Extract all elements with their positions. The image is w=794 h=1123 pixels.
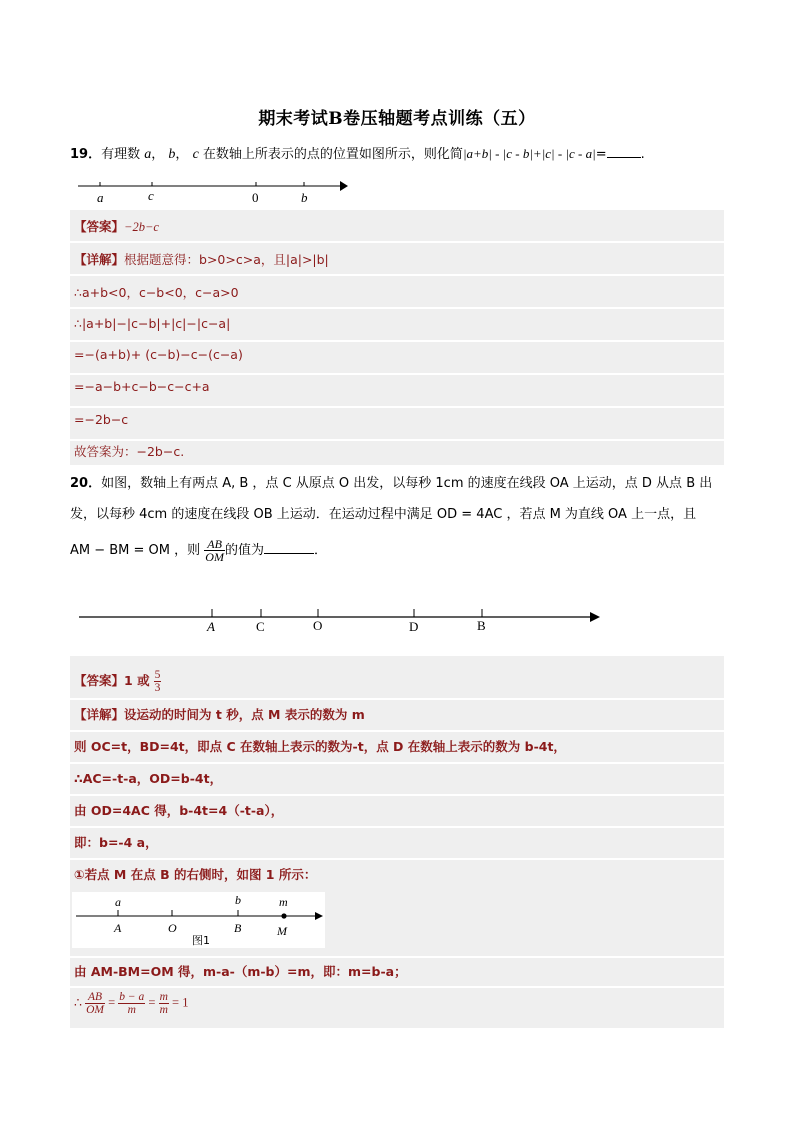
solution-step: ∴a+b<0，c−b<0，c−a>0 xyxy=(74,285,239,300)
solution-step: =−2b−c xyxy=(74,412,129,427)
label-b: b xyxy=(301,190,308,205)
question-number: 19． xyxy=(70,147,102,162)
label-O: O xyxy=(313,618,323,633)
answer-value: −2b−c xyxy=(124,220,159,234)
fraction-ab-om xyxy=(204,538,225,563)
separator: ， xyxy=(151,147,165,162)
answer-fraction xyxy=(154,669,162,694)
solution-step: ∴|a+b|−|c−b|+|c|−|c−a| xyxy=(74,316,231,331)
label-D: D xyxy=(409,619,419,634)
label-B: B xyxy=(477,618,486,633)
page-title: 期末考试B卷压轴题考点训练（五） xyxy=(258,109,536,129)
label-b: b xyxy=(235,893,241,907)
answer-tag: 【答案】 xyxy=(74,219,125,234)
fraction-numerator: b − a xyxy=(119,991,145,1003)
solution-step: 由 OD=4AC 得，b-4t=4（-t-a）， xyxy=(74,803,284,818)
axis-arrow xyxy=(340,181,348,191)
detail-tag: 【详解】 xyxy=(74,707,125,722)
figure-1-number-line xyxy=(72,892,325,948)
number-line-20 xyxy=(74,600,606,636)
axis-arrow xyxy=(590,612,600,622)
answer-blank xyxy=(607,145,641,158)
question-text: AM − BM = OM ，则 xyxy=(70,543,201,558)
label-m: m xyxy=(279,895,288,909)
solution-band xyxy=(70,828,724,858)
label-A: A xyxy=(114,921,122,935)
solution-conclusion: 故答案为：−2b−c. xyxy=(74,444,185,459)
detail-text: 根据题意得：b>0>c>a，且|a|>|b| xyxy=(124,252,329,267)
answer-line xyxy=(74,218,159,236)
label-0: 0 xyxy=(252,190,259,205)
label-B: B xyxy=(234,921,242,935)
fraction-numerator: AB xyxy=(85,991,105,1004)
fraction-1 xyxy=(85,991,105,1016)
fraction-denominator: m xyxy=(127,1004,136,1016)
question-text: 的值为 xyxy=(224,543,264,558)
solution-step: 即：b=-4 a， xyxy=(74,835,158,850)
number-line-19 xyxy=(70,174,360,208)
answer-line xyxy=(74,669,161,694)
label-O: O xyxy=(168,921,177,935)
question-20-line-1 xyxy=(70,474,712,494)
label-a: a xyxy=(97,190,104,205)
period: . xyxy=(640,147,645,162)
therefore-symbol: ∴ xyxy=(74,995,82,1010)
expression: |a+b| - |c - b|+|c| - |c - a| xyxy=(462,146,596,161)
label-a: a xyxy=(115,895,121,909)
case-heading: ①若点 M 在点 B 的右侧时，如图 1 所示： xyxy=(74,867,317,882)
solution-step: 由 AM-BM=OM 得，m-a-（m-b）=m，即：m=b-a； xyxy=(74,964,407,979)
label-c: c xyxy=(148,188,154,203)
solution-band xyxy=(70,656,724,698)
period: ． xyxy=(313,543,327,558)
answer-blank xyxy=(264,541,314,554)
label-A: A xyxy=(207,619,215,634)
question-text: 有理数 xyxy=(101,147,141,162)
answer-tag: 【答案】 xyxy=(74,673,125,688)
label-M: M xyxy=(277,924,287,938)
detail-line xyxy=(74,251,329,269)
equals-sign: = xyxy=(595,147,607,162)
fraction-denominator: 3 xyxy=(154,682,161,694)
fraction-3 xyxy=(159,991,169,1016)
figure-caption: 图1 xyxy=(192,934,210,947)
detail-line xyxy=(74,706,365,724)
question-20-line-3 xyxy=(70,538,327,563)
separator: ， xyxy=(175,147,189,162)
fraction-numerator: 5 xyxy=(154,669,161,681)
fraction-denominator: m xyxy=(159,1004,168,1016)
fraction-2 xyxy=(118,991,145,1016)
solution-band xyxy=(70,210,724,241)
solution-step: 则 OC=t，BD=4t，即点 C 在数轴上表示的数为-t，点 D 在数轴上表示的数为 b-4t， xyxy=(74,739,566,754)
point-M xyxy=(281,913,286,918)
fraction-denominator: OM xyxy=(86,1004,104,1016)
solution-step: ∴AC=-t-a，OD=b-4t， xyxy=(74,771,223,786)
detail-tag: 【详解】 xyxy=(74,252,125,267)
question-text: 在数轴上所表示的点的位置如图所示，则化简 xyxy=(202,147,463,162)
fraction-equation: ∴ $\frac{AB}{OM}$ = $\frac{b - a}{m}$ = $\frac{m}{m}$ = 1 xyxy=(74,991,189,1016)
label-C: C xyxy=(256,619,265,634)
fraction-denominator: OM xyxy=(205,550,224,564)
axis-arrow xyxy=(315,912,323,920)
detail-text: 设运动的时间为 t 秒，点 M 表示的数为 m xyxy=(124,707,365,722)
fraction-numerator: AB xyxy=(204,538,225,551)
question-text: 如图，数轴上有两点 A, B ，点 C 从原点 O 出发，以每秒 1cm 的速度在线段 OA 上运动，点 D 从点 B 出 xyxy=(101,476,713,491)
solution-band xyxy=(70,408,724,439)
question-20-line-2: 发，以每秒 4cm 的速度在线段 OB 上运动．在运动过程中满足 OD = 4AC ，若点 M 为直线 OA 上一点，且 xyxy=(70,507,697,522)
equation-result: = 1 xyxy=(172,995,189,1010)
solution-step: =−a−b+c−b−c−c+a xyxy=(74,379,210,394)
question-number: 20． xyxy=(70,476,102,491)
var-a: a xyxy=(144,147,152,162)
fraction-numerator: m xyxy=(159,991,168,1003)
var-b: b xyxy=(168,147,176,162)
solution-step: =−(a+b)+ (c−b)−c−(c−a) xyxy=(74,347,243,362)
var-c: c xyxy=(192,147,199,162)
answer-value: 1 或 xyxy=(124,673,150,688)
question-19 xyxy=(70,144,645,165)
